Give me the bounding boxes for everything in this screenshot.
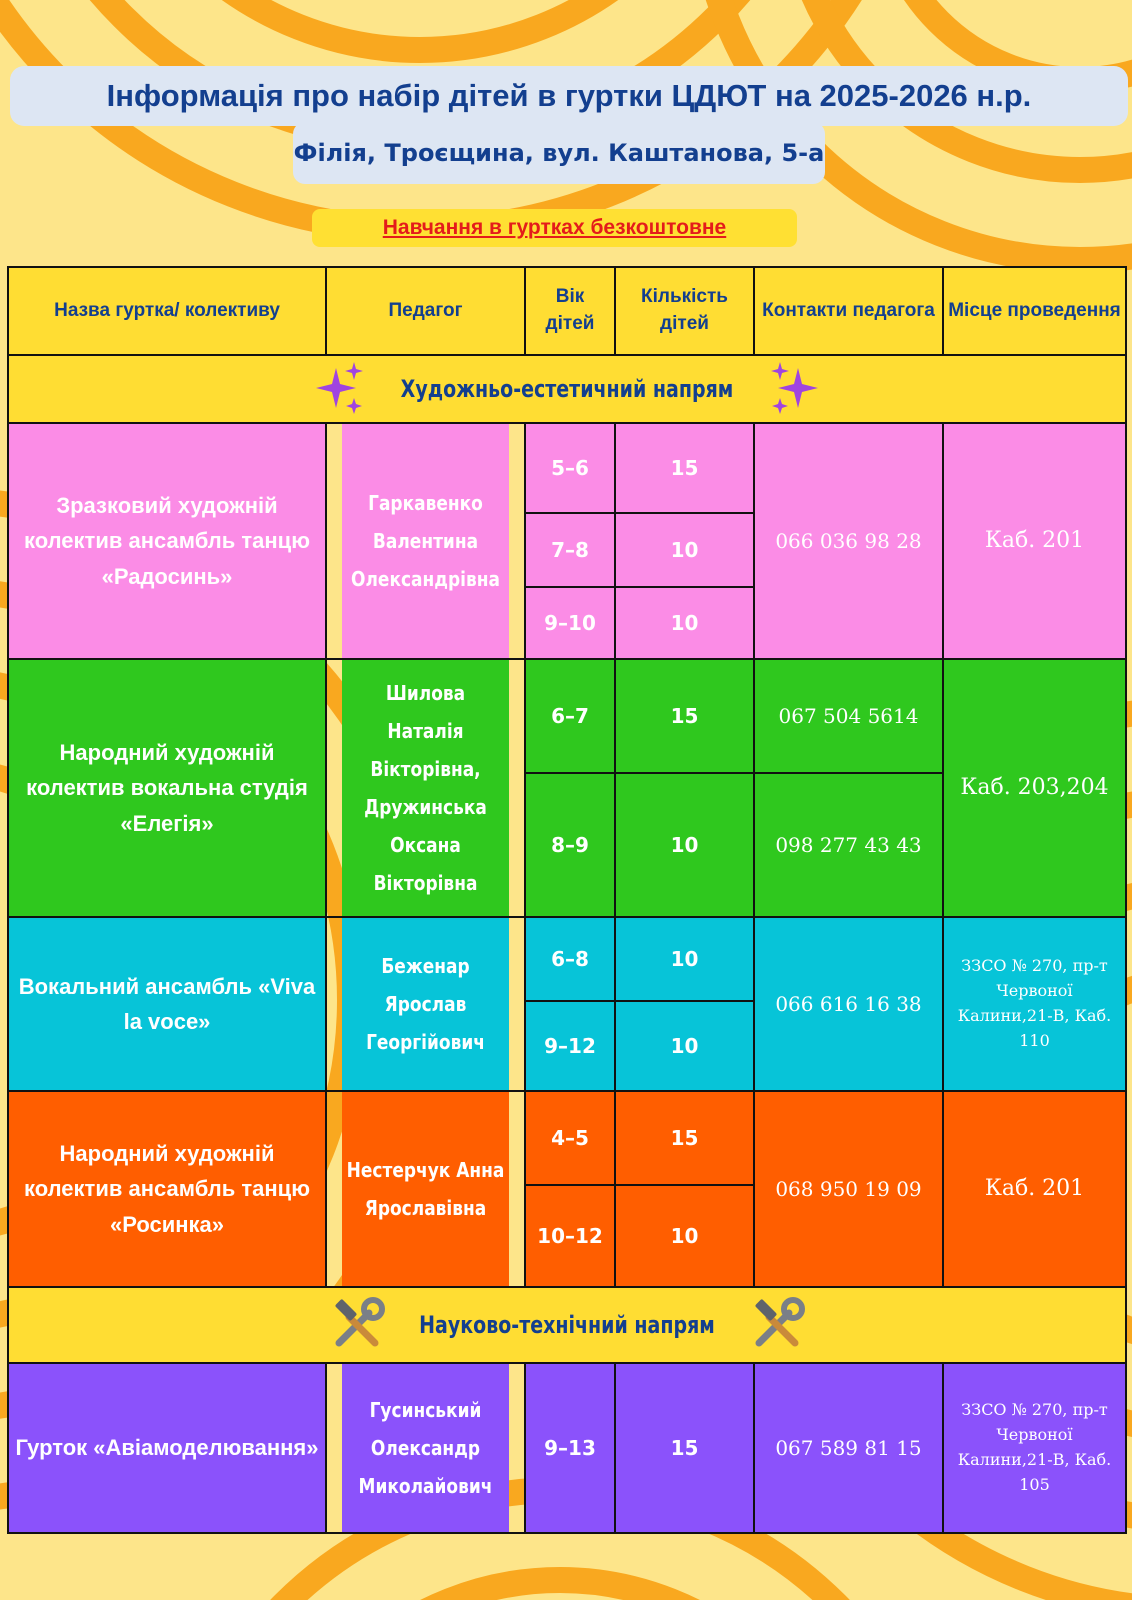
branch-address: Філія, Троєщина, вул. Каштанова, 5-а — [293, 122, 825, 184]
header-place: Місце проведення — [943, 267, 1126, 355]
header-contacts: Контакти педагога — [754, 267, 943, 355]
sparkles-icon — [770, 362, 818, 416]
section-row-art — [8, 355, 1126, 423]
hammer-and-wrench-icon — [749, 1297, 805, 1353]
section-row-tech — [8, 1287, 1126, 1363]
count-cell: 15 — [615, 659, 754, 773]
age-cell: 6–7 — [525, 659, 615, 773]
age-cell: 7–8 — [525, 513, 615, 587]
table-row — [8, 659, 1126, 773]
count-cell: 10 — [615, 1185, 754, 1287]
page-title: Інформація про набір дітей в гуртки ЦДЮТ на 2025-2026 н.р. — [10, 66, 1128, 126]
contact-cell: 067 589 81 15 — [754, 1363, 943, 1533]
group-name: Гурток «Авіамоделювання» — [8, 1363, 326, 1533]
free-education-note: Навчання в гуртках безкоштовне — [312, 209, 797, 247]
age-cell: 8–9 — [525, 773, 615, 917]
contact-cell: 068 950 19 09 — [754, 1091, 943, 1287]
header-age: Вік дітей — [525, 267, 615, 355]
table-header-row — [8, 267, 1126, 355]
age-cell: 9–13 — [525, 1363, 615, 1533]
group-name: Народний художній колектив ансамбль танцю «Росинка» — [8, 1091, 326, 1287]
age-cell: 9–10 — [525, 587, 615, 659]
teacher-name: Гусинський Олександр Миколайович — [341, 1363, 510, 1533]
table-row — [8, 917, 1126, 1001]
contact-cell: 066 036 98 28 — [754, 423, 943, 659]
count-cell: 15 — [615, 1091, 754, 1185]
sparkles-icon — [316, 362, 364, 416]
table-row — [8, 1091, 1126, 1185]
count-cell: 15 — [615, 423, 754, 513]
place-cell: Каб. 201 — [943, 423, 1126, 659]
place-cell: ЗЗСО № 270, пр-т Червоної Калини,21-В, Каб. 105 — [943, 1363, 1126, 1533]
count-cell: 10 — [615, 773, 754, 917]
place-cell: Каб. 203,204 — [943, 659, 1126, 917]
contact-cell: 098 277 43 43 — [754, 773, 943, 917]
group-name: Зразковий художній колектив ансамбль танцю «Радосинь» — [8, 423, 326, 659]
count-cell: 10 — [615, 587, 754, 659]
section-title: Науково-технічний напрям — [419, 1311, 715, 1339]
header-name: Назва гуртка/ колективу — [8, 267, 326, 355]
age-cell: 9–12 — [525, 1001, 615, 1091]
count-cell: 10 — [615, 513, 754, 587]
contact-cell: 067 504 5614 — [754, 659, 943, 773]
age-cell: 4–5 — [525, 1091, 615, 1185]
header-teacher: Педагог — [326, 267, 525, 355]
header-count: Кількість дітей — [615, 267, 754, 355]
place-cell: ЗЗСО № 270, пр-т Червоної Калини,21-В, Каб. 110 — [943, 917, 1126, 1091]
age-cell: 5–6 — [525, 423, 615, 513]
teacher-name: Нестерчук Анна Ярославівна — [341, 1091, 510, 1287]
section-title: Художньо-естетичний напрям — [400, 375, 734, 403]
teacher-name: Беженар Ярослав Георгійович — [341, 917, 510, 1091]
count-cell: 10 — [615, 917, 754, 1001]
age-cell: 6–8 — [525, 917, 615, 1001]
groups-table — [7, 266, 1127, 1534]
group-name: Народний художній колектив вокальна студія «Елегія» — [8, 659, 326, 917]
age-cell: 10–12 — [525, 1185, 615, 1287]
teacher-name: Шилова Наталія Вікторівна, Дружинська Оксана Вікторівна — [341, 659, 510, 917]
teacher-name: Гаркавенко Валентина Олександрівна — [341, 423, 510, 659]
table-row — [8, 1363, 1126, 1533]
table-row — [8, 423, 1126, 513]
count-cell: 10 — [615, 1001, 754, 1091]
count-cell: 15 — [615, 1363, 754, 1533]
contact-cell: 066 616 16 38 — [754, 917, 943, 1091]
hammer-and-wrench-icon — [329, 1297, 385, 1353]
group-name: Вокальний ансамбль «Viva la voce» — [8, 917, 326, 1091]
place-cell: Каб. 201 — [943, 1091, 1126, 1287]
